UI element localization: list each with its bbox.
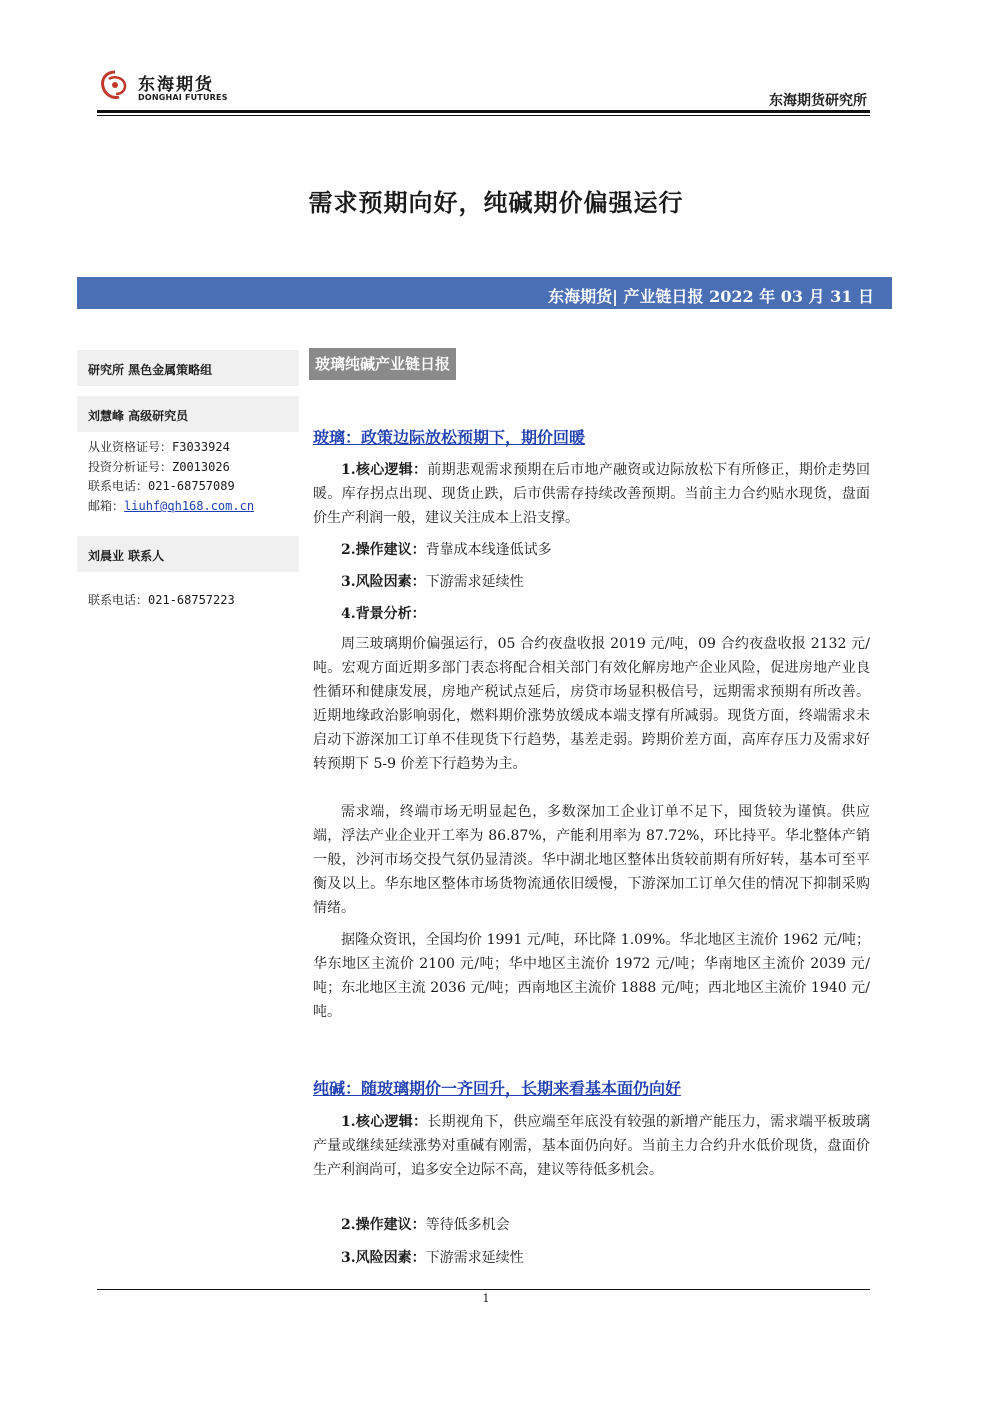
analyst1-email-link[interactable]: liuhf@qh168.com.cn	[124, 499, 255, 513]
soda-advice	[313, 1213, 870, 1237]
glass-background-p1: 周三玻璃期价偏强运行，05 合约夜盘收报 2019 元/吨，09 合约夜盘收报 2132 元/吨。宏观方面近期多部门表态将配合相关部门有效化解房地产企业风险，促进房地产业良性循环和健康发展，房地产税试点延后，房贷市场显积极信号，远期需求预期有所改善。近期地缘政治影响弱化，燃料期价涨势放缓成本端支撑有所减弱。现货方面，终端需求未启动下游深加工订单不佳现货下行趋势，基差走弱。跨期价差方面，高库存压力及需求好转预期下 5-9 价差下行趋势为主。	[313, 636, 870, 772]
analyst1-phone: 联系电话：021-68757089	[88, 479, 235, 493]
analyst2-name: 刘晨业 联系人	[88, 549, 165, 563]
analyst1-name: 刘慧峰 高级研究员	[88, 409, 189, 423]
logo-english-name: DONGHAI FUTURES	[138, 93, 228, 102]
glass-background-label: 4.背景分析：	[341, 606, 426, 622]
banner-text: 东海期货| 产业链日报 2022 年 03 月 31 日	[548, 287, 874, 306]
sidebar-group: 研究所 黑色金属策略组	[88, 363, 213, 377]
soda-core-logic	[313, 1110, 870, 1182]
soda-advice-text: 等待低多机会	[425, 1217, 510, 1233]
glass-logic-text: 前期悲观需求预期在后市地产融资或边际放松下有所修正，期价走势回暖。库存拐点出现、现货止跌，后市供需存持续改善预期。当前主力合约贴水现货，盘面价生产利润一般，建议关注成本上沿支撑。	[313, 462, 871, 526]
section-badge: 玻璃纯碱产业链日报	[309, 348, 456, 380]
report-title: 需求预期向好，纯碱期价偏强运行	[308, 188, 684, 217]
soda-risk-label: 3.风险因素：	[341, 1250, 426, 1266]
soda-risk-text: 下游需求延续性	[425, 1250, 524, 1266]
glass-heading: 玻璃：政策边际放松预期下，期价回暖	[313, 428, 586, 447]
glass-advice-text: 背靠成本线逢低试多	[425, 542, 552, 558]
glass-risk-text: 下游需求延续性	[425, 574, 524, 590]
glass-advice	[313, 538, 870, 562]
glass-advice-label: 2.操作建议：	[341, 542, 426, 558]
glass-background-p3: 据隆众资讯，全国均价 1991 元/吨，环比降 1.09%。华北地区主流价 1962 元/吨；华东地区主流价 2100 元/吨；华中地区主流价 1972 元/吨；华南地区主流价 2039 元/吨；东北地区主流 2036 元/吨；西南地区主流价 1888 元/吨；西北地区主流价 1940 元/吨。	[313, 932, 870, 1020]
donghai-logo-icon	[97, 68, 133, 104]
analyst2-phone: 联系电话：021-68757223	[88, 593, 235, 607]
soda-heading: 纯碱：随玻璃期价一齐回升，长期来看基本面仍向好	[313, 1079, 682, 1098]
analyst1-invest-cert: 投资分析证号：Z0013026	[88, 460, 230, 474]
glass-logic-label: 1.核心逻辑：	[341, 462, 428, 478]
soda-risk	[313, 1246, 870, 1270]
glass-risk	[313, 570, 870, 594]
page-number: 1	[482, 1292, 490, 1305]
glass-risk-label: 3.风险因素：	[341, 574, 426, 590]
analyst1-cert: 从业资格证号：F3033924	[88, 440, 230, 454]
logo-chinese-name: 东海期货	[138, 75, 214, 95]
header-rule-thin	[97, 115, 870, 116]
header-rule	[97, 110, 870, 113]
soda-advice-label: 2.操作建议：	[341, 1217, 426, 1233]
soda-logic-label: 1.核心逻辑：	[341, 1114, 428, 1130]
glass-background-p2: 需求端，终端市场无明显起色，多数深加工企业订单不足下，囤货较为谨慎。供应端，浮法产业企业开工率为 86.87%，产能利用率为 87.72%，环比持平。华北整体产销一般，沙河市场交投气氛仍显清淡。华中湖北地区整体出货较前期有所好转，基本可至平衡及以上。华东地区整体市场货物流通依旧缓慢，下游深加工订单欠佳的情况下抑制采购情绪。	[313, 804, 870, 916]
footer-rule	[97, 1289, 870, 1290]
soda-logic-text: 长期视角下，供应端至年底没有较强的新增产能压力，需求端平板玻璃产量或继续延续涨势对重碱有刚需，基本面仍向好。当前主力合约升水低价现货，盘面价生产利润尚可，追多安全边际不高，建议等待低多机会。	[313, 1114, 871, 1178]
institute-name: 东海期货研究所	[769, 93, 867, 109]
email-label: 邮箱：	[88, 499, 125, 513]
analyst1-email-row	[88, 497, 254, 514]
glass-core-logic	[313, 458, 870, 530]
